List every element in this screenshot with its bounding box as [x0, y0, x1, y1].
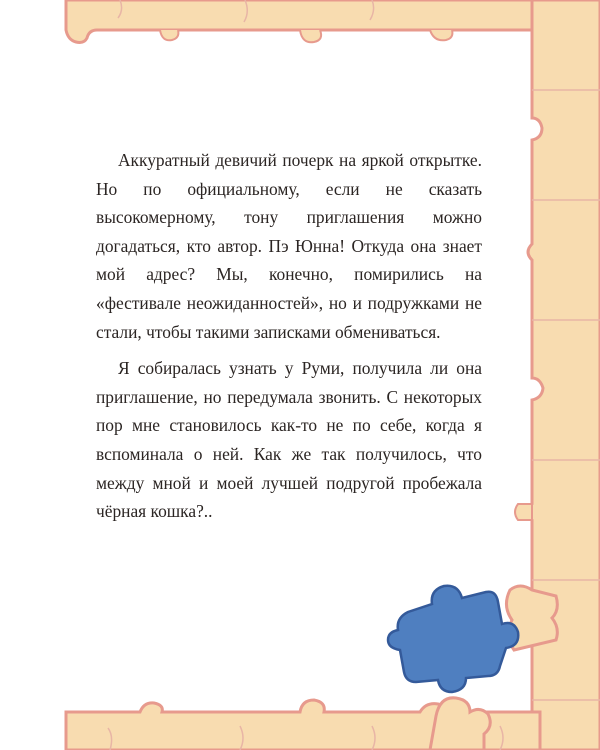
paragraph-1: Аккуратный девичий почерк на яркой открытке. Но по официальному, если не сказать высокомерному, тону приглашения можно догадаться, кто автор. Пэ Юнна! Откуда она знает мой адрес? Мы, конечно, помирились на «фестивале неожиданностей», но и подружками не стали, чтобы такими записками обмениваться. [96, 150, 482, 342]
puzzle-frame-top [66, 0, 532, 43]
puzzle-tab-top-1 [160, 30, 178, 40]
puzzle-tab-top-3 [430, 30, 452, 40]
puzzle-tab-right-1 [515, 504, 532, 520]
loose-puzzle-piece-tan [430, 698, 490, 750]
page-text [96, 146, 482, 534]
blue-puzzle-piece [388, 586, 518, 692]
paragraph-2: Я собиралась узнать у Руми, получила ли она приглашение, но передумала звонить. С некоторых пор мне становилось как-то не по себе, когда я вспоминала о ней. Как же так получилось, что между мной и моей лучшей подругой пробежала чёрная кошка?.. [96, 358, 482, 522]
puzzle-tab-top-2 [300, 30, 321, 42]
